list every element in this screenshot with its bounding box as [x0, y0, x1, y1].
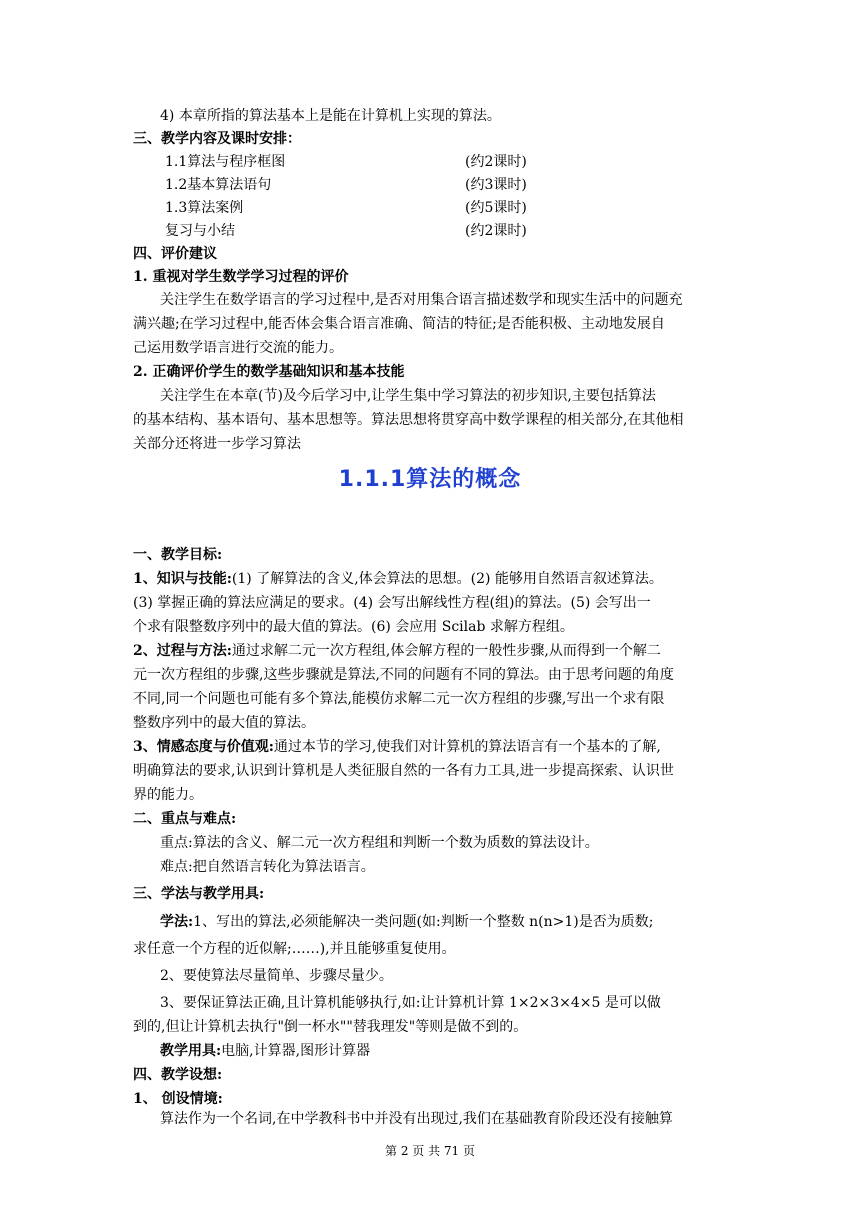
goal-2-text: 通过求解二元一次方程组,体会解方程的一般性步骤,从而得到一个解二	[231, 643, 661, 659]
goal-3	[133, 737, 661, 757]
goal-2-label: 2、过程与方法:	[133, 643, 232, 659]
section-title: 1.1.1算法的概念	[338, 467, 522, 492]
paragraph-line: 算法作为一个名词,在中学教科书中并没有出现过,我们在基础教育阶段还没有接触算	[160, 1111, 673, 1127]
tools-label: 教学用具:	[160, 1043, 222, 1059]
method-text: 1、写出的算法,必须能解决一类问题(如:判断一个整数 n(n>1)是否为质数;	[193, 914, 654, 930]
method-line	[160, 912, 653, 932]
paragraph-line: 关注学生在数学语言的学习过程中,是否对用集合语言描述数学和现实生活中的问题充	[160, 292, 683, 308]
goals-heading: 一、教学目标:	[133, 547, 223, 563]
schedule-title: 1.2基本算法语句	[165, 177, 272, 193]
subheading-basics: 2. 正确评价学生的数学基础知识和基本技能	[133, 364, 405, 380]
tools-line	[160, 1041, 370, 1061]
key-heading: 二、重点与难点:	[133, 811, 237, 827]
schedule-time: (约2课时)	[465, 223, 527, 239]
paragraph-line: 2、要使算法尽量简单、步骤尽量少。	[160, 968, 393, 984]
paragraph-line: 到的,但让计算机去执行"倒一杯水""替我理发"等则是做不到的。	[133, 1019, 528, 1035]
paragraph-line: 元一次方程组的步骤,这些步骤就是算法,不同的问题有不同的算法。由于思考问题的角度	[133, 667, 674, 683]
section-heading-evaluation: 四、评价建议	[133, 246, 217, 262]
paragraph-line: 求任意一个方程的近似解;……),并且能够重复使用。	[133, 941, 456, 957]
goal-3-label: 3、情感态度与价值观:	[133, 739, 274, 755]
schedule-time: (约5课时)	[465, 200, 527, 216]
schedule-title: 1.3算法案例	[165, 200, 244, 216]
paragraph-line: 的基本结构、基本语句、基本思想等。算法思想将贯穿高中数学课程的相关部分,在其他相	[133, 412, 684, 428]
design-heading: 四、教学设想:	[133, 1067, 223, 1083]
paragraph-line: 3、要保证算法正确,且计算机能够执行,如:让计算机计算 1×2×3×4×5 是可以做	[160, 995, 661, 1011]
subheading-process: 1. 重视对学生数学学习过程的评价	[133, 269, 349, 285]
page-footer: 第 2 页 共 71 页	[385, 1144, 475, 1158]
schedule-time: (约3课时)	[465, 177, 527, 193]
list-item-4: 4) 本章所指的算法基本上是能在计算机上实现的算法。	[160, 108, 501, 124]
paragraph-line: 明确算法的要求,认识到计算机是人类征服自然的一各有力工具,进一步提高探索、认识世	[133, 763, 674, 779]
goal-2	[133, 641, 661, 661]
paragraph-line: 整数序列中的最大值的算法。	[133, 715, 315, 731]
paragraph-line: 不同,同一个问题也可能有多个算法,能模仿求解二元一次方程组的步骤,写出一个求有限	[133, 691, 665, 707]
key-point: 重点:算法的含义、解二元一次方程组和判断一个数为质数的算法设计。	[160, 835, 599, 851]
method-heading: 三、学法与教学用具:	[133, 886, 265, 902]
goal-1	[133, 569, 663, 589]
goal-3-text: 通过本节的学习,使我们对计算机的算法语言有一个基本的了解,	[273, 739, 661, 755]
paragraph-line: 己运用数学语言进行交流的能力。	[133, 340, 343, 356]
tools-text: 电脑,计算器,图形计算器	[221, 1043, 371, 1059]
paragraph-line: 满兴趣;在学习过程中,能否体会集合语言准确、简洁的特征;是否能积极、主动地发展自	[133, 316, 665, 332]
schedule-time: (约2课时)	[465, 154, 527, 170]
paragraph-line: (3) 掌握正确的算法应满足的要求。(4) 会写出解线性方程(组)的算法。(5) 会写出一	[133, 595, 651, 611]
goal-1-label: 1、知识与技能:	[133, 571, 232, 587]
schedule-title: 复习与小结	[165, 223, 235, 239]
paragraph-line: 个求有限整数序列中的最大值的算法。(6) 会应用 Scilab 求解方程组。	[133, 619, 574, 635]
design-subheading: 1、 创设情境:	[133, 1091, 223, 1107]
schedule-title: 1.1算法与程序框图	[165, 154, 286, 170]
paragraph-line: 关部分还将进一步学习算法	[133, 436, 301, 452]
paragraph-line: 关注学生在本章(节)及今后学习中,让学生集中学习算法的初步知识,主要包括算法	[160, 388, 656, 404]
difficult-point: 难点:把自然语言转化为算法语言。	[160, 859, 375, 875]
section-heading-content: 三、教学内容及课时安排：	[133, 131, 301, 147]
method-label: 学法:	[160, 914, 194, 930]
paragraph-line: 界的能力。	[133, 787, 203, 803]
goal-1-text: (1) 了解算法的含义,体会算法的思想。(2) 能够用自然语言叙述算法。	[231, 571, 663, 587]
